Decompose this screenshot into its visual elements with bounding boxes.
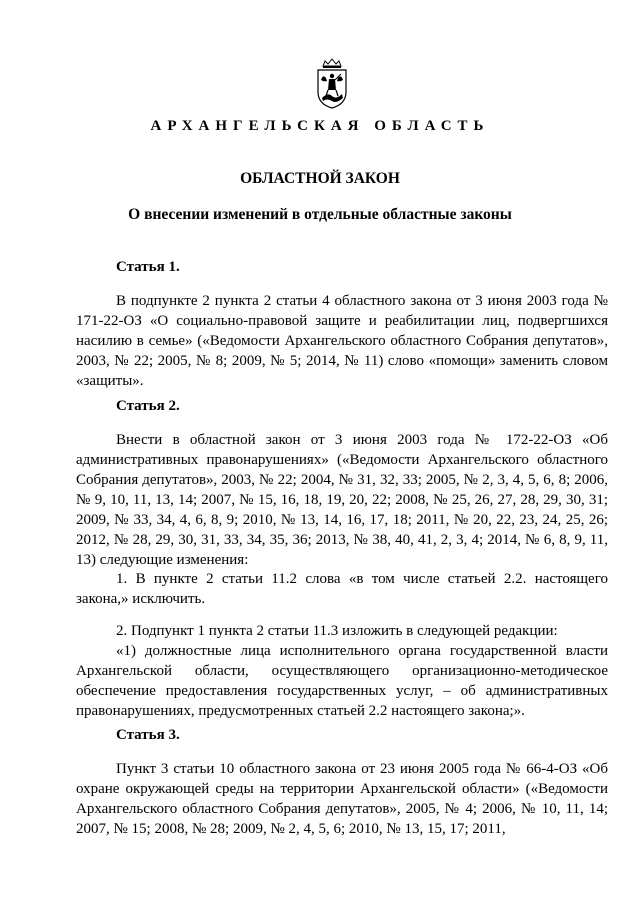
article-1-paragraph-1: В подпункте 2 пункта 2 статьи 4 областного закона от 3 июня 2003 года № 171-22-ОЗ «О социально-правовой защите и реабилитации лиц, подвергшихся насилию в семье» («Ведомости Архангельского областного Собрания депутатов», 2003, № 22; 2005, № 8; 2009, № 5; 2014, № 11) слово «помощи» заменить словом «защиты». <box>76 293 608 389</box>
article-2-heading: Статья 2. <box>116 398 180 414</box>
article-2-paragraph-4: «1) должностные лица исполнительного органа государственной власти Архангельской области, осуществляющего организационно-методическое обеспечение предоставления государственных услуг, – об административных правонарушениях, предусмотренных статьей 2.2 настоящего закона;». <box>76 643 608 719</box>
article-2-paragraph-2: 1. В пункте 2 статьи 11.2 слова «в том числе статьей 2.2. настоящего закона,» исключить. <box>76 571 608 607</box>
region-name: АРХАНГЕЛЬСКАЯ ОБЛАСТЬ <box>150 118 490 134</box>
document-type: ОБЛАСТНОЙ ЗАКОН <box>240 170 400 187</box>
article-1-heading: Статья 1. <box>116 259 180 275</box>
document-title: О внесении изменений в отдельные областные законы <box>128 206 512 223</box>
coat-of-arms-icon <box>314 58 350 110</box>
article-3-paragraph-1: Пункт 3 статьи 10 областного закона от 23 июня 2005 года № 66-4-ОЗ «Об охране окружающей среды на территории Архангельской области» («Ведомости Архангельского областного Собрания депутатов», 2005, № 4; 2006, № 10, 11, 14; 2007, № 15; 2008, № 28; 2009, № 2, 4, 5, 6; 2010, № 13, 15, 17; 2011, <box>76 761 608 837</box>
article-2-paragraph-3: 2. Подпункт 1 пункта 2 статьи 11.3 изложить в следующей редакции: <box>116 623 558 639</box>
article-2-paragraph-1: Внести в областной закон от 3 июня 2003 года № 172-22-ОЗ «Об административных правонарушениях» («Ведомости Архангельского областного Собрания депутатов», 2003, № 22; 2004, № 31, 32, 33; 2005, № 2, 3, 4, 5, 6, 8; 2006, № 9, 10, 11, 13, 14; 2007, № 15, 16, 18, 19, 20, 22; 2008, № 25, 26, 27, 28, 29, 30, 31; 2009, № 33, 34, 4, 6, 8, 9; 2010, № 13, 14, 16, 17, 18; 2011, № 20, 22, 23, 24, 25, 26; 2012, № 28, 29, 30, 31, 33, 34, 35, 36; 2013, № 38, 40, 41, 2, 3, 4; 2014, № 6, 8, 9, 11, 13) следующие изменения: <box>76 432 608 568</box>
article-3-heading: Статья 3. <box>116 727 180 743</box>
